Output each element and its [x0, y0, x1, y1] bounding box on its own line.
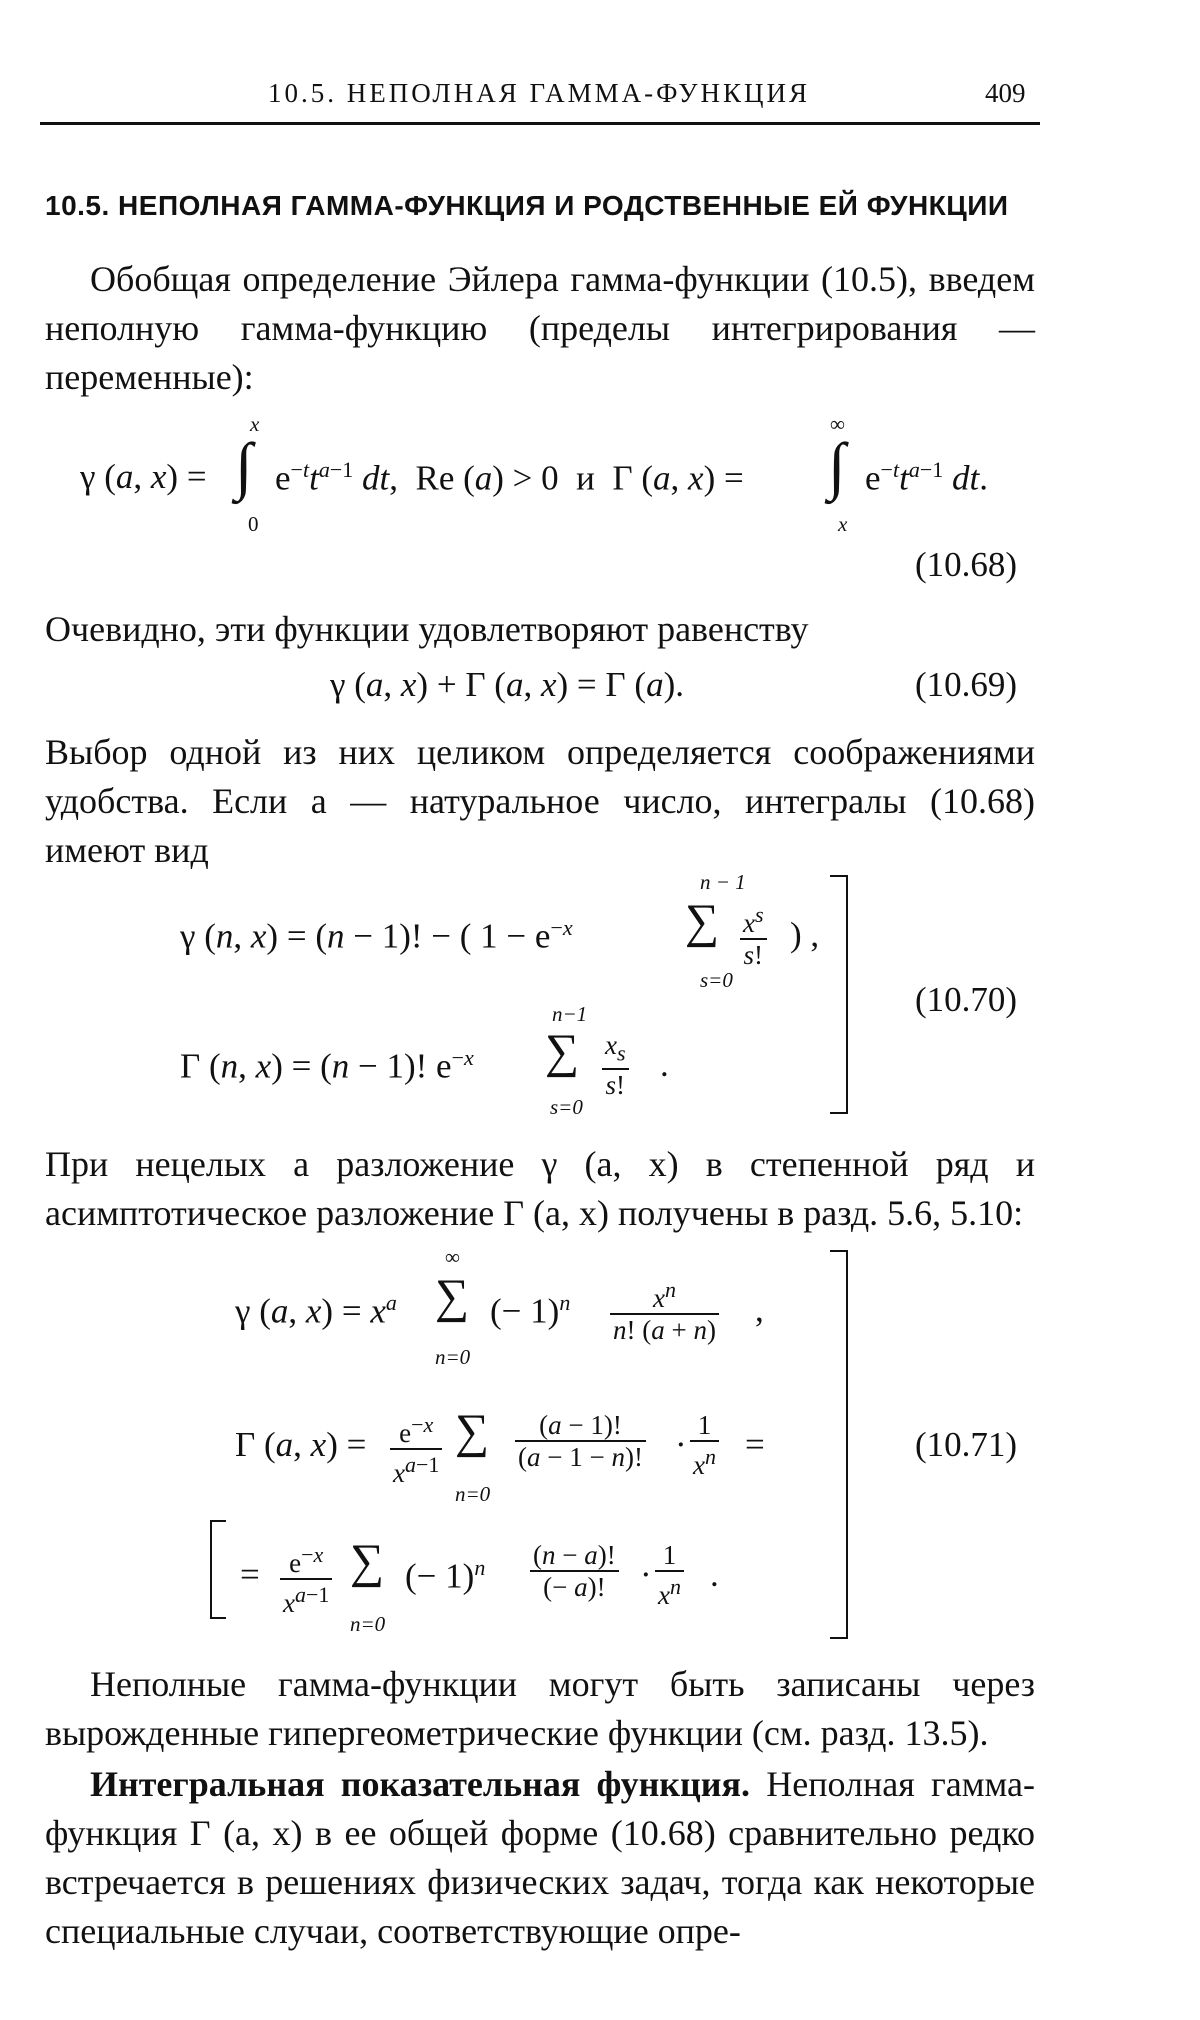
- page-number: 409: [985, 78, 1026, 108]
- equation-10-69: γ (a, x) + Γ (a, x) = Γ (a).: [330, 665, 684, 704]
- integral-text: Неполная гамма-функция Γ (a, x) в ее общей форме (10.68) сравнительно редко встречается в решениях физических задач, тогда как некоторые специальные случаи, соответствующие опре-: [45, 1764, 1036, 1951]
- equation-10-68: γ (a, x) = x ∫ 0 $e^{-t}t^{a-1}$ dt, Re (a) > 0 и Γ (a, x) = ∞ ∫ x $e^{-t}t^{a-1}$ dt.: [80, 412, 988, 536]
- equation-number-10-68: (10.68): [915, 545, 1018, 584]
- choice-paragraph: Выбор одной из них целиком определяется соображениями удобства. Если a — натуральное число, интегралы (10.68) имеют вид: [45, 732, 1035, 870]
- equation-number-10-71: (10.71): [915, 1425, 1018, 1464]
- intro-paragraph: Обобщая определение Эйлера гамма-функции (10.5), введем неполную гамма-функцию (пределы интегрирования — переменные):: [45, 259, 1035, 397]
- integral-heading: Интегральная показательная функция.: [90, 1764, 751, 1804]
- obvious-paragraph: Очевидно, эти функции удовлетворяют равенству: [45, 609, 809, 649]
- equation-number-10-70: (10.70): [915, 980, 1018, 1019]
- equation-number-10-69: (10.69): [915, 665, 1018, 704]
- nonint-paragraph: При нецелых a разложение γ (a, x) в степенной ряд и асимптотическое разложение Γ (a, x) получены в разд. 5.6, 5.10:: [45, 1144, 1035, 1233]
- equation-10-70: n − 1 γ (n, x) = (n − 1)! − ( $1 - e^{-x}$ ∑ $\frac{x^s}{s!}$ ) , s=0 n−1 Γ (n, x) = (n − 1)! $e^{-x}$ ∑ $\frac{x_s}{s!}$ . s=0: [180, 870, 880, 1120]
- running-title: 10.5. НЕПОЛНАЯ ГАММА-ФУНКЦИЯ: [268, 78, 811, 108]
- header-rule: [40, 122, 1040, 125]
- section-title: 10.5. НЕПОЛНАЯ ГАММА-ФУНКЦИЯ И РОДСТВЕННЫЕ ЕЙ ФУНКЦИИ: [45, 190, 1009, 221]
- integral-paragraph: [45, 1760, 1035, 1956]
- hyper-paragraph: Неполные гамма-функции могут быть записаны через вырожденные гипергеометрические функции (см. разд. 13.5).: [45, 1664, 1035, 1753]
- equation-10-71: ∞ γ (a, $x) = x^a$ ∑ (− 1)$^n$ $\frac{x^n}{n! (a + n)}$ , n=0 Γ (a, x) = $\frac{e^{-x}}{x^{a-1}}$ ∑ $\frac{(a - 1)!}{(a - 1 - n)!}$ · $\frac{1}{x^n}$ = n=0 = $\frac{e^{-x}}{x^{a-1}}$ ∑ (− 1)$^n$ $\frac{(n - a)!}{(- a)!}$ · $\frac{1}{x^n}$ . n=0: [210, 1245, 860, 1645]
